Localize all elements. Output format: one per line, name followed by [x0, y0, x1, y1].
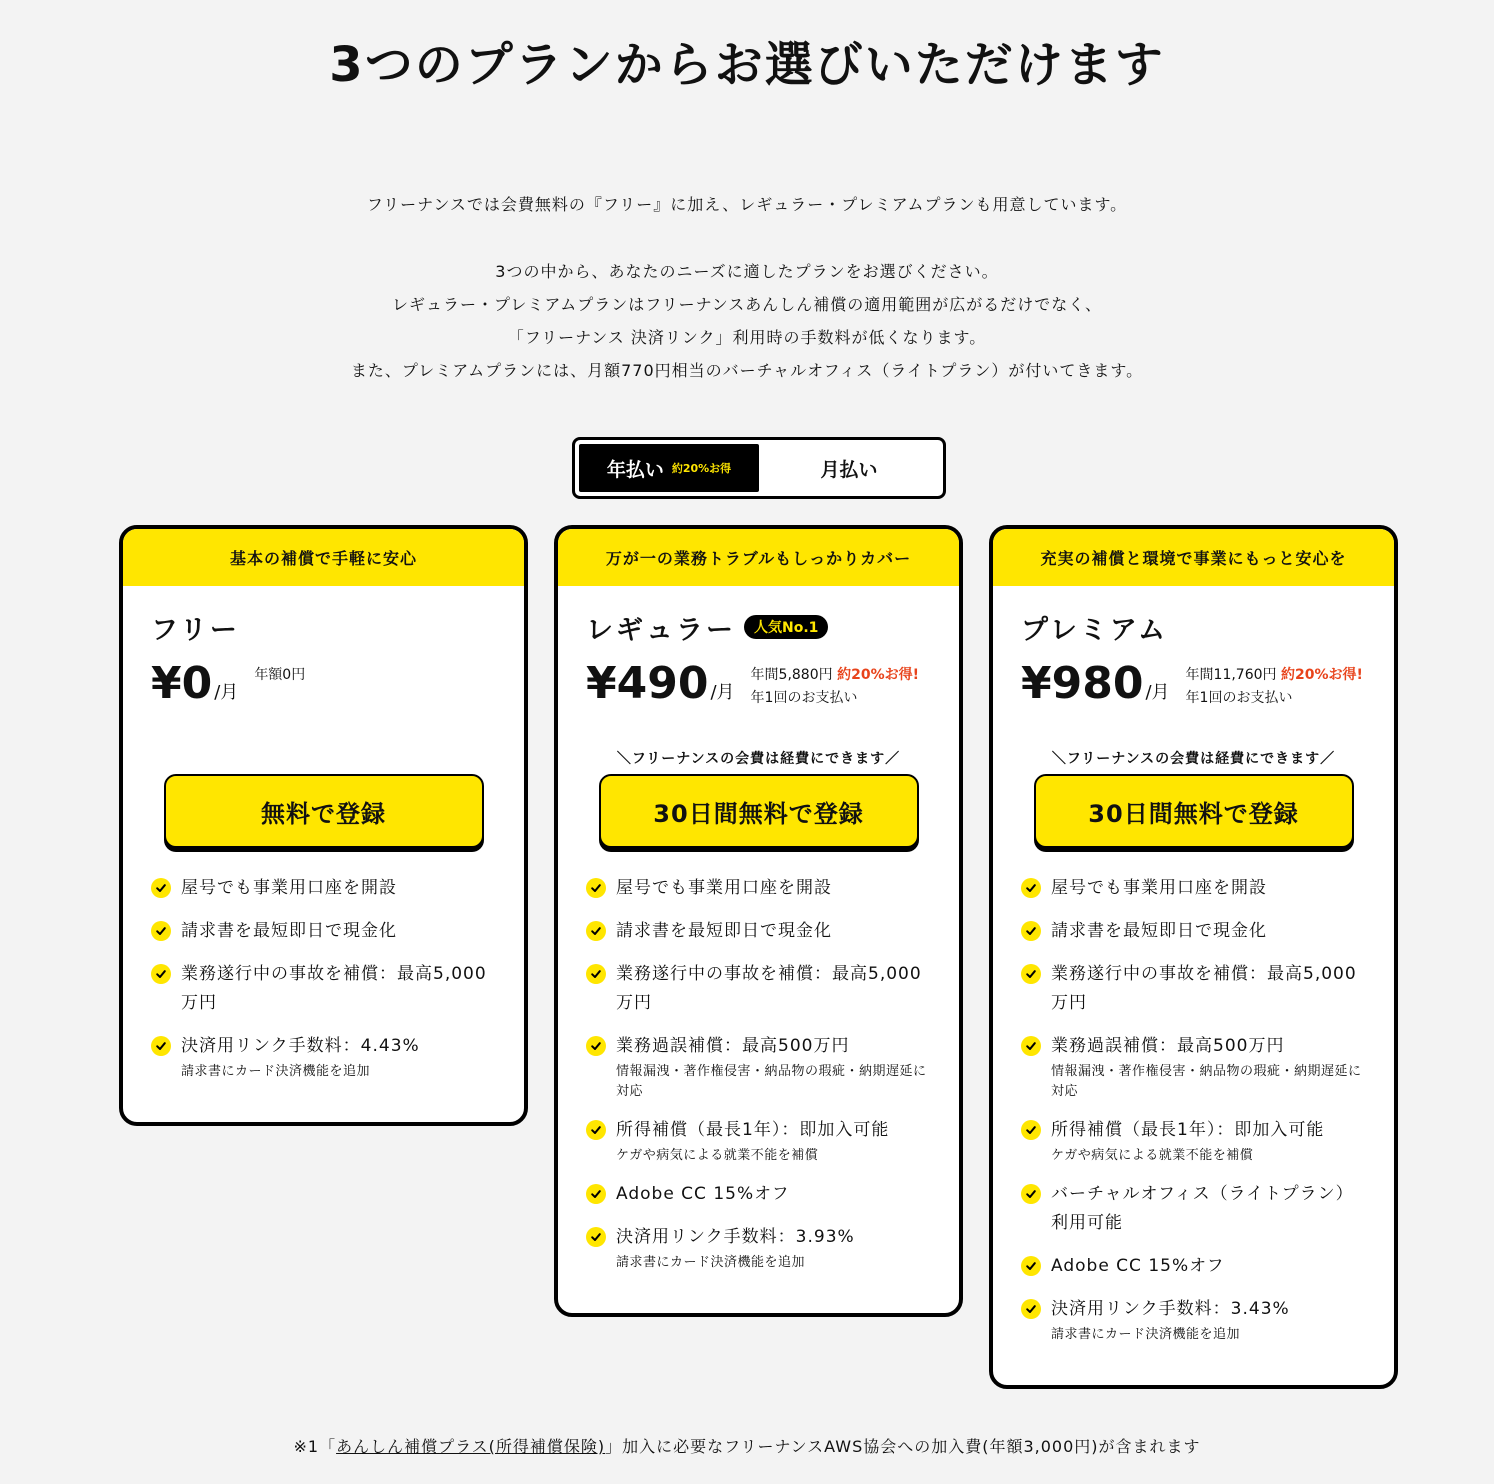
intro-line: 3つの中から、あなたのニーズに適したプランをお選びください。 [495, 262, 999, 281]
feature-subtext: 請求書にカード決済機能を追加 [616, 1255, 806, 1270]
intro-line: レギュラー・プレミアムプランはフリーナンスあんしん補償の適用範囲が広がるだけでなく、 [391, 295, 1102, 314]
intro-line: 「フリーナンス 決済リンク」利用時の手数料が低くなります。 [507, 328, 987, 347]
feature-item [151, 960, 496, 1018]
feature-text: 決済用リンク手数料：4.43% [181, 1036, 420, 1056]
feature-text: 所得補償（最長1年）：即加入可能 [1051, 1120, 1325, 1140]
intro-line: また、プレミアムプランには、月額770円相当のバーチャルオフィス（ライトプラン）が付いてきます。 [350, 361, 1144, 380]
price-unit: /月 [214, 682, 239, 703]
feature-item [1021, 1252, 1366, 1281]
feature-item [151, 874, 496, 903]
feature-text: Adobe CC 15%オフ [1051, 1256, 1225, 1276]
insurance-link[interactable]: あんしん補償プラス(所得補償保険) [336, 1437, 606, 1456]
annual-billing-label: 年払い [606, 458, 664, 481]
check-icon [1021, 878, 1041, 898]
feature-subtext: ケガや病気による就業不能を補償 [1051, 1148, 1254, 1163]
feature-item [586, 1180, 931, 1209]
feature-text: 業務遂行中の事故を補償：最高5,000万円 [616, 964, 922, 1013]
feature-item [1021, 874, 1366, 903]
plan-name: プレミアム [1021, 614, 1169, 646]
feature-text: 決済用リンク手数料：3.43% [1051, 1299, 1290, 1319]
feature-item [586, 960, 931, 1018]
popular-badge: 人気No.1 [744, 615, 828, 639]
feature-item [586, 1116, 931, 1166]
feature-subtext: ケガや病気による就業不能を補償 [616, 1148, 819, 1163]
feature-text: 所得補償（最長1年）：即加入可能 [616, 1120, 890, 1140]
feature-item [151, 1032, 496, 1082]
feature-text: 業務過誤補償：最高500万円 [1051, 1036, 1285, 1056]
plan-price: ¥980 [1021, 658, 1144, 709]
feature-text: 請求書を最短即日で現金化 [1051, 921, 1267, 941]
check-icon [586, 1036, 606, 1056]
check-icon [1021, 1184, 1041, 1204]
register-button[interactable]: 30日間無料で登録 [599, 774, 919, 848]
feature-text: 請求書を最短即日で現金化 [616, 921, 832, 941]
price-unit: /月 [1145, 682, 1170, 703]
feature-item [1021, 1116, 1366, 1166]
billing-toggle [572, 437, 946, 499]
feature-text: 屋号でも事業用口座を開設 [616, 878, 832, 898]
check-icon [1021, 1120, 1041, 1140]
check-icon [151, 878, 171, 898]
annual-billing-option[interactable] [579, 444, 759, 492]
feature-item [1021, 960, 1366, 1018]
intro-line: フリーナンスでは会費無料の『フリー』に加え、レギュラー・プレミアムプランも用意しています。 [366, 195, 1128, 214]
footnote-prefix: ※1「 [293, 1437, 337, 1456]
check-icon [586, 1227, 606, 1247]
register-button[interactable]: 30日間無料で登録 [1034, 774, 1354, 848]
check-icon [586, 1120, 606, 1140]
feature-text: 請求書を最短即日で現金化 [181, 921, 397, 941]
feature-item [586, 874, 931, 903]
feature-text: 決済用リンク手数料：3.93% [616, 1227, 855, 1247]
feature-text: 屋号でも事業用口座を開設 [181, 878, 397, 898]
feature-item [1021, 917, 1366, 946]
check-icon [151, 964, 171, 984]
feature-list [151, 874, 496, 1082]
monthly-billing-label: 月払い [820, 458, 878, 481]
plan-tagline: 基本の補償で手軽に安心 [123, 529, 524, 586]
check-icon [151, 1036, 171, 1056]
feature-item [586, 1223, 931, 1273]
monthly-billing-option[interactable] [759, 444, 939, 492]
feature-text: Adobe CC 15%オフ [616, 1184, 790, 1204]
check-icon [1021, 964, 1041, 984]
footnote-suffix: 」加入に必要なフリーナンスAWS協会への加入費(年額3,000円)が含まれます [605, 1437, 1201, 1456]
annual-total: 年間11,760円 [1185, 667, 1277, 683]
expense-note [151, 748, 496, 768]
check-icon [586, 878, 606, 898]
feature-text: 業務遂行中の事故を補償：最高5,000万円 [1051, 964, 1357, 1013]
feature-item [1021, 1295, 1366, 1345]
check-icon [586, 921, 606, 941]
discount-label: 約20%お得! [1281, 667, 1363, 683]
plan-price: ¥0 [151, 658, 213, 709]
plan-card-regular [554, 525, 963, 1317]
check-icon [1021, 1299, 1041, 1319]
check-icon [1021, 921, 1041, 941]
feature-item [586, 917, 931, 946]
plan-name: フリー [151, 614, 240, 646]
feature-subtext: 情報漏洩・著作権侵害・納品物の瑕疵・納期遅延に対応 [1051, 1064, 1362, 1099]
feature-text: 業務遂行中の事故を補償：最高5,000万円 [181, 964, 487, 1013]
feature-list [1021, 874, 1366, 1345]
check-icon [586, 1184, 606, 1204]
register-button[interactable]: 無料で登録 [164, 774, 484, 848]
footnote [0, 1434, 1494, 1457]
feature-text: バーチャルオフィス（ライトプラン）利用可能 [1051, 1184, 1354, 1233]
feature-item [151, 917, 496, 946]
feature-item [1021, 1180, 1366, 1238]
feature-list [586, 874, 931, 1273]
expense-note: ＼フリーナンスの会費は経費にできます／ [1051, 751, 1336, 767]
feature-item [1021, 1032, 1366, 1102]
annual-discount-label: 約20%お得 [671, 462, 732, 475]
payment-note: 年1回のお支払い [1185, 690, 1293, 706]
check-icon [1021, 1036, 1041, 1056]
annual-total: 年額0円 [254, 667, 306, 683]
feature-subtext: 情報漏洩・著作権侵害・納品物の瑕疵・納期遅延に対応 [616, 1064, 927, 1099]
price-unit: /月 [710, 682, 735, 703]
check-icon [151, 921, 171, 941]
expense-note: ＼フリーナンスの会費は経費にできます／ [616, 751, 901, 767]
feature-subtext: 請求書にカード決済機能を追加 [1051, 1327, 1241, 1342]
plan-card-free [119, 525, 528, 1126]
feature-text: 業務過誤補償：最高500万円 [616, 1036, 850, 1056]
annual-total: 年間5,880円 [750, 667, 833, 683]
plan-tagline: 充実の補償と環境で事業にもっと安心を [993, 529, 1394, 586]
plan-tagline: 万が一の業務トラブルもしっかりカバー [558, 529, 959, 586]
payment-note: 年1回のお支払い [750, 690, 858, 706]
check-icon [1021, 1256, 1041, 1276]
page-title: 3つのプランからお選びいただけます [329, 37, 1165, 93]
feature-text: 屋号でも事業用口座を開設 [1051, 878, 1267, 898]
plan-price: ¥490 [586, 658, 709, 709]
feature-item [586, 1032, 931, 1102]
check-icon [586, 964, 606, 984]
discount-label: 約20%お得! [837, 667, 919, 683]
plan-card-premium [989, 525, 1398, 1389]
plan-name: レギュラー [586, 614, 736, 646]
feature-subtext: 請求書にカード決済機能を追加 [181, 1064, 371, 1079]
intro-text [0, 188, 1494, 387]
